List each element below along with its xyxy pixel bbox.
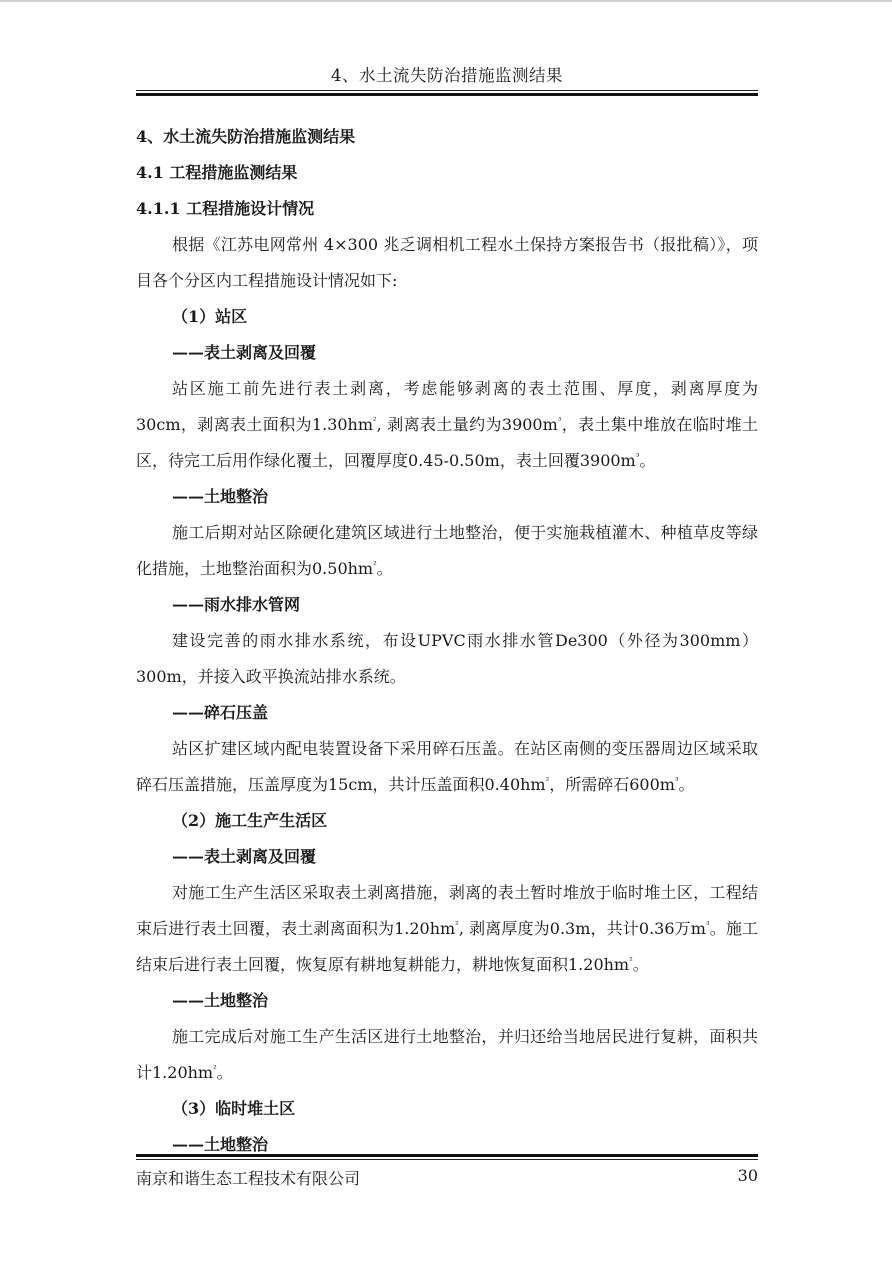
- section-heading: ——表土剥离及回覆: [172, 343, 317, 362]
- section-heading: （1）站区: [172, 307, 248, 326]
- page-number: 30: [737, 1166, 758, 1185]
- section-heading: 4.1 工程措施监测结果: [136, 163, 298, 182]
- section-heading: （3）临时堆土区: [172, 1099, 296, 1118]
- section-heading: ——表土剥离及回覆: [172, 847, 317, 866]
- footer-rule-thin: [136, 1159, 758, 1160]
- running-header: 4、水土流失防治措施监测结果: [331, 66, 563, 85]
- section-heading: ——土地整治: [172, 487, 269, 506]
- footer-company: 南京和谐生态工程技术有限公司: [136, 1169, 361, 1188]
- section-heading: ——雨水排水管网: [172, 595, 301, 614]
- body-paragraph: 站区扩建区域内配电装置设备下采用碎石压盖。在站区南侧的变压器周边区域采取碎石压盖措施，压盖厚度为15cm，共计压盖面积$0.40hm^{^2}$，所需碎石$600m^{^3}$。: [136, 739, 758, 794]
- section-heading: 4.1.1 工程措施设计情况: [136, 199, 315, 218]
- header-rule-thick: [136, 93, 758, 96]
- section-heading: ——土地整治: [172, 991, 269, 1010]
- body-paragraph: 建设完善的雨水排水系统，布设UPVC雨水排水管De300（外径为300mm）300m，并接入政平换流站排水系统。: [136, 631, 758, 686]
- section-heading: 4、水土流失防治措施监测结果: [136, 127, 356, 146]
- page-border: [0, 0, 892, 2]
- section-heading: ——碎石压盖: [172, 703, 269, 722]
- body-paragraph: 施工后期对站区除硬化建筑区域进行土地整治，便于实施栽植灌木、种植草皮等绿化措施，土地整治面积为$0.50hm^{^2}$。: [136, 523, 758, 578]
- footer-rule-thick: [136, 1154, 758, 1157]
- header-rule-thin: [136, 90, 758, 91]
- document-body: [136, 119, 758, 1163]
- body-paragraph: 根据《江苏电网常州 4×300 兆乏调相机工程水土保持方案报告书（报批稿）》，项目各个分区内工程措施设计情况如下:: [136, 235, 758, 290]
- body-paragraph: 对施工生产生活区采取表土剥离措施，剥离的表土暂时堆放于临时堆土区，工程结束后进行表土回覆，表土剥离面积为$1.20hm^{^2}$, 剥离厚度为0.3m，共计0.36万$m^{^3}$。施工结束后进行表土回覆，恢复原有耕地复耕能力，耕地恢复面积$1.20hm^{^2}$。: [136, 883, 758, 974]
- body-paragraph: 施工完成后对施工生产生活区进行土地整治，并归还给当地居民进行复耕，面积共计$1.20hm^{^2}$。: [136, 1027, 758, 1082]
- section-heading: （2）施工生产生活区: [172, 811, 328, 830]
- body-paragraph: 站区施工前先进行表土剥离，考虑能够剥离的表土范围、厚度，剥离厚度为30cm，剥离表土面积为$1.30hm^{^2}$, 剥离表土量约为$3900m^{^3}$，表土集中堆放在临时堆土区，待完工后用作绿化覆土，回覆厚度0.45-0.50m，表土回覆$3900m^{^3}$。: [136, 379, 758, 470]
- section-heading: ——土地整治: [172, 1135, 269, 1154]
